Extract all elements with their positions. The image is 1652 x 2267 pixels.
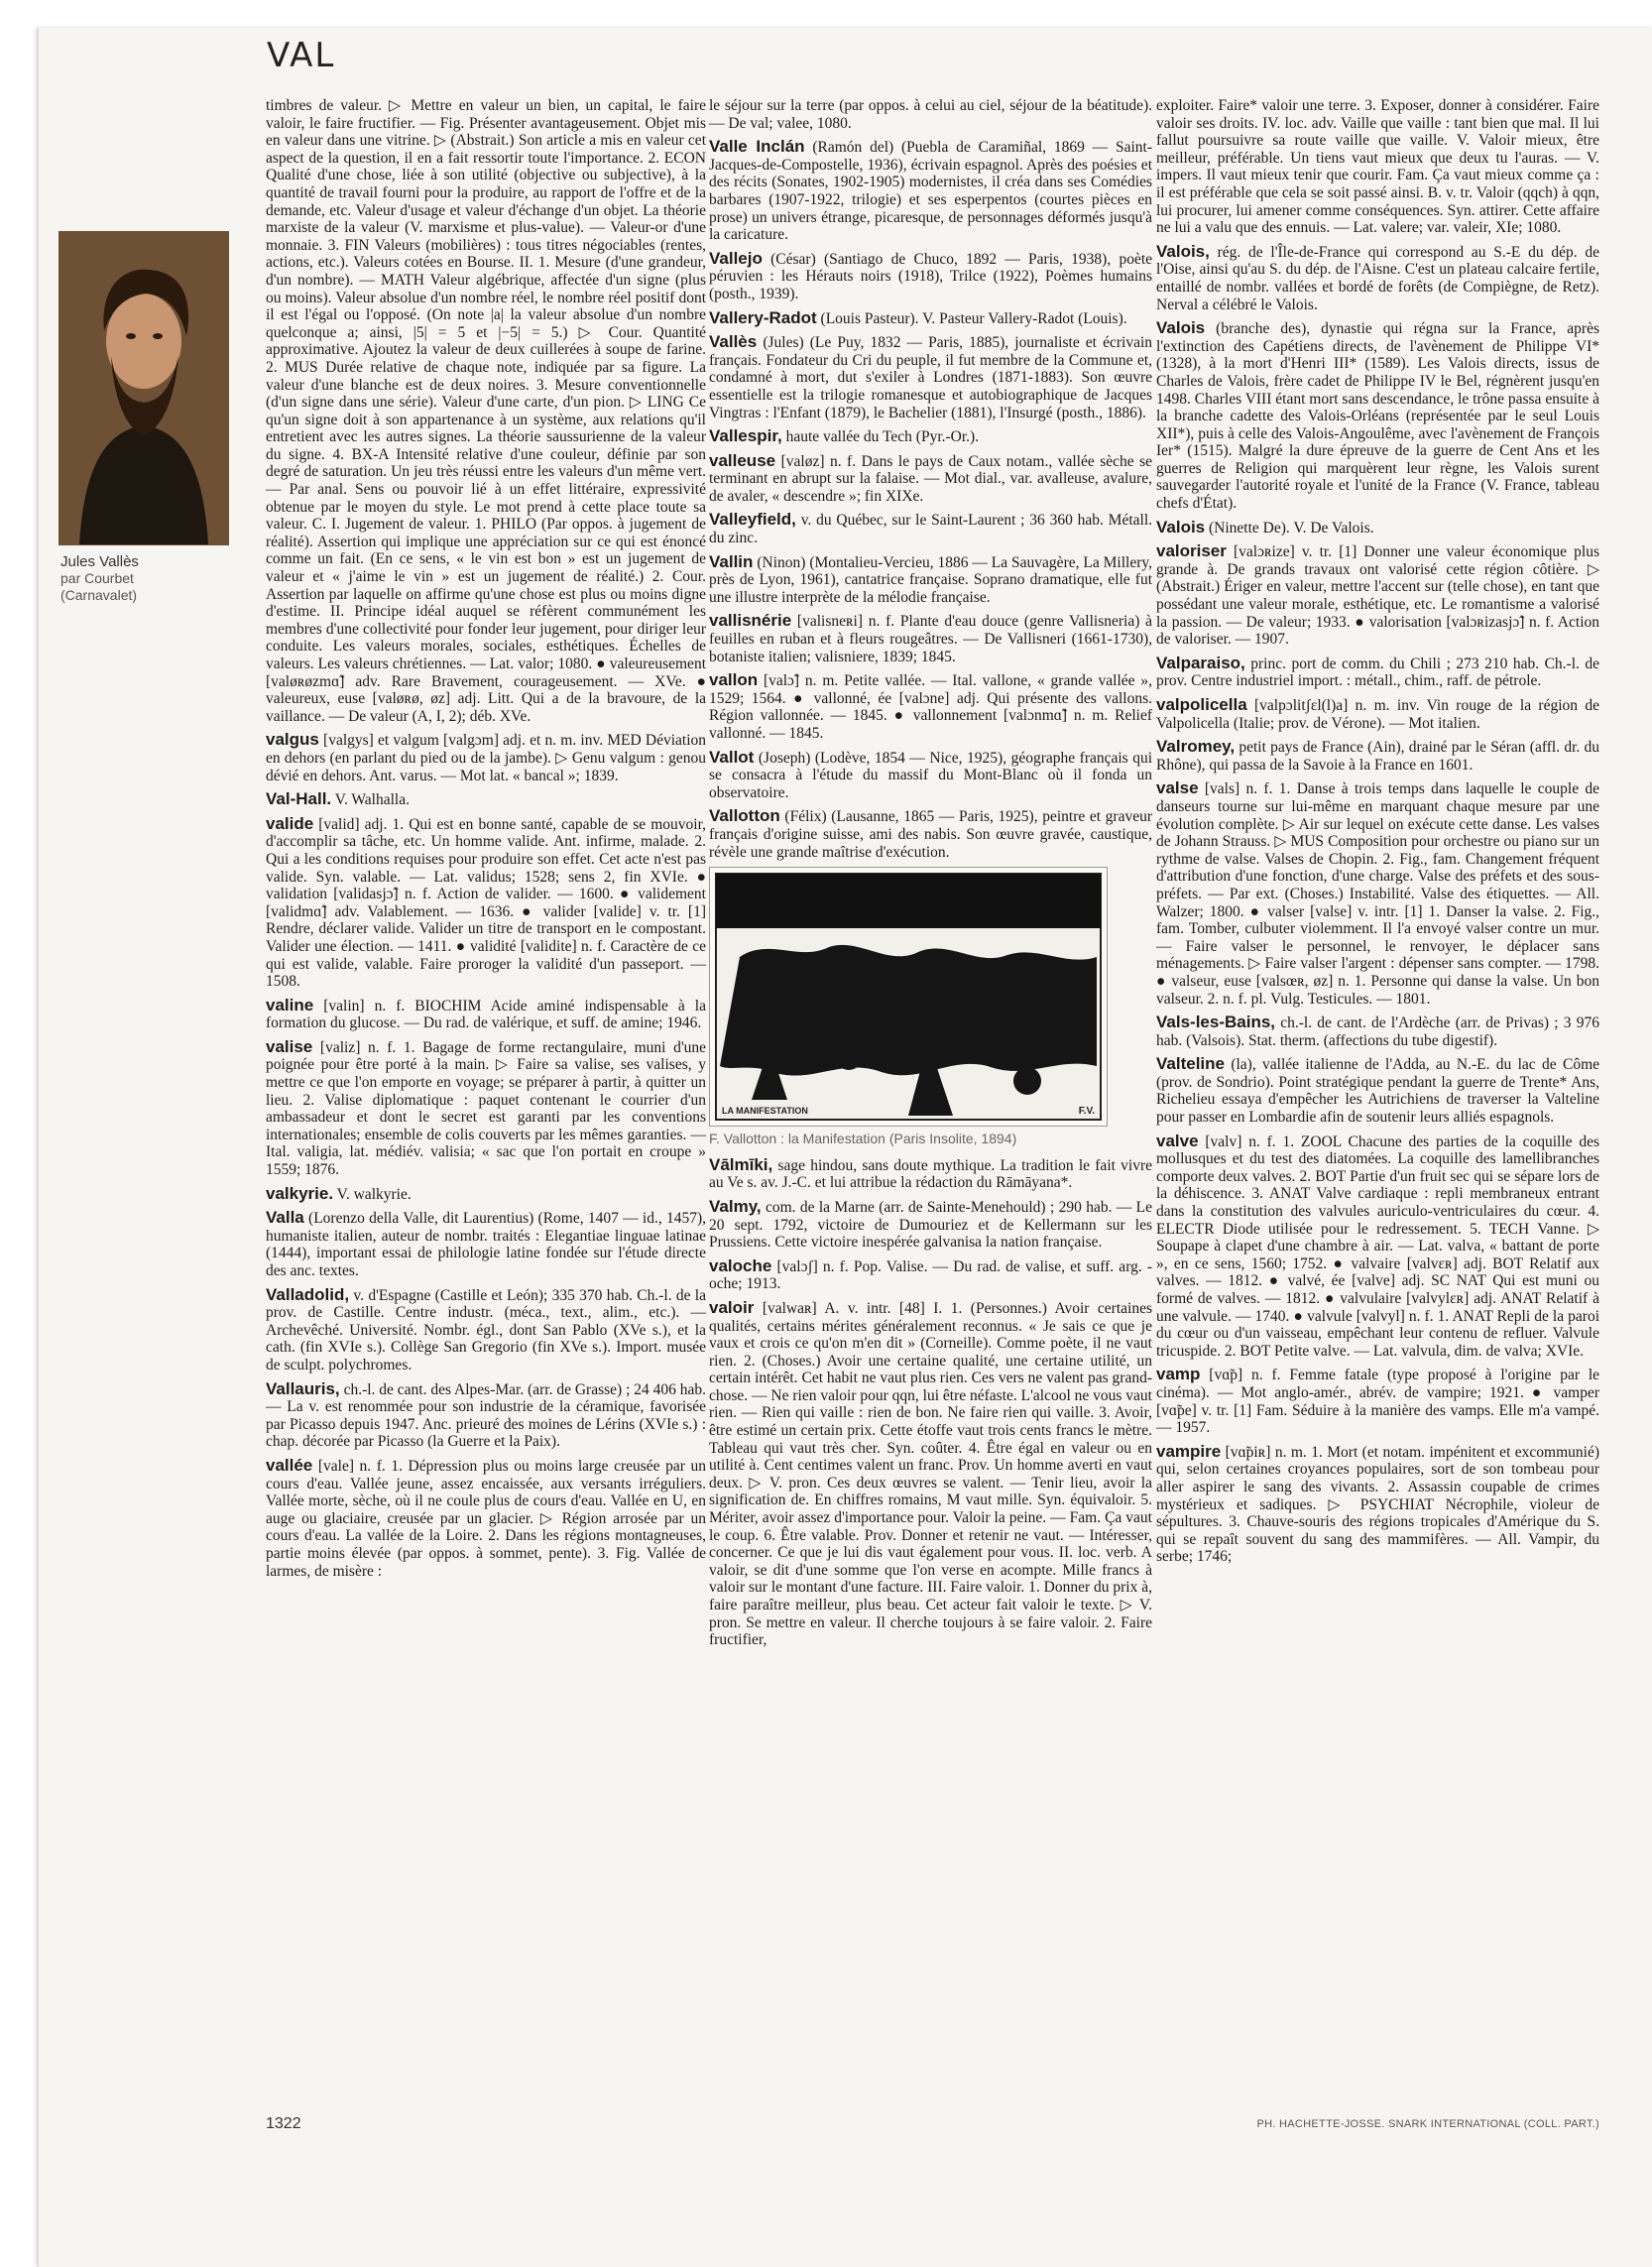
portrait-name: Jules Vallès — [60, 553, 139, 570]
entry-headword: Valleyfield, — [709, 510, 796, 530]
entry-text: [valisneʀi] n. f. Plante d'eau douce (genre Vallisneria) à feuilles en ruban et à fleurs rougeâtres. — De Vallisneri (1661-1730), botaniste italien; valisniere, 1839; 1845. — [709, 613, 1153, 665]
entry-text: (Félix) (Lausanne, 1865 — Paris, 1925), peintre et graveur français d'origine suisse, ami des nabis. Son œuvre gravée, caustique, révèle une grande maîtrise d'exécution. — [709, 808, 1153, 861]
entry-text: [valɔʀize] v. tr. [1] Donner une valeur économique plus grande à. De grands travaux ont valorisé cette région côtière. ▷ (Abstrait.) Ériger en valeur, mettre l'accent sur (telle chose), en tant que possédant une valeur morale, esthétique, etc. Le romantisme a valorisé la passion. — De valeur; 1933. ● valorisation [valɔʀizasjɔ̃] n. f. Action de valoriser. — 1907. — [1156, 543, 1599, 649]
entry-text: ch.-l. de cant. de l'Ardèche (arr. de Privas) ; 3 976 hab. (Valsois). Stat. therm. (affections du tube digestif). — [1156, 1014, 1600, 1049]
dictionary-entry — [709, 427, 1152, 446]
entry-headword: Valmy, — [709, 1196, 762, 1216]
entry-text: v. d'Espagne (Castille et León); 335 370 hab. Ch.-l. de la prov. de Castille. Centre industr. (méca., text., alim., etc.). — Archevêché. Université. Nombr. égl., dont San Pablo (XVe s.), et la cath. (fin XVIe s.). Collège San Gregorio (fin XVe s.). Import. musée de sculpt. polychromes. — [266, 1286, 706, 1373]
entry-text: [valin] n. f. BIOCHIM Acide aminé indispensable à la formation du glucose. — Du rad. de valérique, et suff. de amine; 1946. — [266, 997, 706, 1032]
dictionary-entry — [266, 815, 706, 991]
portrait-line2: (Carnavalet) — [60, 587, 138, 603]
entry-text: sage hindou, sans doute mythique. La tradition le fait vivre au Ve s. av. J.-C. et lui attribue la rédaction du Rāmāyana*. — [709, 1156, 1152, 1192]
dictionary-entry — [709, 1257, 1152, 1293]
entry-text: [valɔ̃] n. m. Petite vallée. — Ital. vallone, « grande vallée », 1529; 1564. ● vallonné, ée [valɔne] adj. Qui présente des vallons. Région vallonnée. — 1845. ● vallonnement [valɔnmɑ̃] n. m. Relief vallonné. — 1845. — [709, 672, 1152, 742]
dictionary-entry — [709, 333, 1152, 421]
dictionary-entry — [709, 612, 1152, 665]
entry-headword: Vallauris, — [266, 1378, 340, 1398]
entry-headword: Valromey, — [1156, 737, 1236, 757]
entry-text: rég. de l'Île-de-France qui correspond au S.-E du dép. de l'Oise, ainsi qu'au S. du dép. de l'Aisne. C'est un plateau calcaire fertile, entaillé de nombr. vallées et bordé de forêts (de Compiègne, de Retz). Nerval a célébré le Valois. — [1156, 243, 1599, 313]
column-2 — [709, 97, 1152, 1655]
dictionary-entry — [709, 511, 1152, 546]
entry-text: (Jules) (Le Puy, 1832 — Paris, 1885), journaliste et écrivain français. Fondateur du Cri du peuple, il fut membre de la Commune et, condamné à mort, dut s'exiler à Londres (1871-1883). Son œuvre essentielle est la trilogie romanesque et autobiographique de Jacques Vingtras : l'Enfant (1879), le Bachelier (1881), l'Insurgé (posth., 1886). — [709, 334, 1153, 421]
dictionary-entry — [1156, 779, 1599, 1008]
dictionary-entry — [266, 731, 706, 784]
entry-headword: valoche — [709, 1255, 772, 1275]
dictionary-entry — [709, 1156, 1152, 1192]
entry-headword: Val-Hall. — [266, 789, 332, 809]
dictionary-entry — [709, 1198, 1152, 1252]
dictionary-entry — [1156, 696, 1599, 732]
entry-headword: Vallespir, — [709, 426, 782, 446]
dictionary-entry — [1156, 319, 1599, 513]
entry-headword: valise — [266, 1036, 313, 1056]
page-number: 1322 — [266, 2115, 301, 2132]
portrait-caption — [60, 553, 209, 604]
entry-headword: valpolicella — [1156, 695, 1247, 714]
dictionary-entry — [1156, 738, 1599, 774]
entry-headword: Vallotton — [709, 806, 780, 826]
entry-text: [valɔʃ] n. f. Pop. Valise. — Du rad. de valise, et suff. arg. -oche; 1913. — [709, 1257, 1153, 1293]
entry-headword: Valteline — [1156, 1054, 1225, 1074]
entry-text: timbres de valeur. ▷ Mettre en valeur un bien, un capital, le faire valoir, le faire fructifier. — Fig. Présenter avantageusement. Objet mis en valeur dans une vitrine. ▷ (Abstrait.) Son article a mis en valeur cet aspect de la question, il en a fait ressortir toute l'importance. 2. ECON Qualité d'une chose, liée à son utilité (objective ou subjective), à la quantité de travail fourni pour la produire, au rapport de l'offre et de la demande, etc. Valeur d'usage et valeur d'échange d'un objet. La théorie marxiste de la valeur (V. marxisme et plus-value). — Valeur-or d'une monnaie. 3. FIN Valeurs (mobilières) : tous titres négociables (rentes, actions, etc.). Valeurs cotées en Bourse. II. 1. Mesure (d'une grandeur, d'un nombre). — MATH Valeur algébrique, affectée d'un signe (plus ou moins). Valeur absolue d'un nombre réel, le nombre réel positif dont il est l'égal ou l'opposé. (On note |a| la valeur absolue d'un nombre quelconque a; ainsi, |5| = 5 et |−5| = 5.) ▷ Cour. Quantité approximative. Ajoutez la valeur de deux cuillerées à soupe de farine. 2. MUS Durée relative de chaque note, indiquée par sa figure. La valeur d'une blanche est de deux noires. 3. Mesure conventionnelle (d'un signe dans une série). Valeur d'une carte, d'un pion. ▷ LING Ce qu'un signe doit à son appartenance à un système, aux relations qu'il entretient avec les autres signes. La théorie saussurienne de la valeur du signe. 4. BX-A Intensité relative d'une couleur, définie par son degré de saturation. Un jeu très réussi entre les valeurs d'un même vert. — Par anal. Sens ou pouvoir lié à un effet littéraire, expressivité obtenue par le moyen du style. Le mot prend à cette place toute sa valeur. C. I. Jugement de valeur. 1. PHILO (Par oppos. à jugement de réalité). Assertion qui implique une appréciation sur ce qui est énoncé comme un fait. (En ce sens, « le vin est bon » est un jugement de valeur et « j'aime le vin » est un jugement de réalité.) 2. Cour. Assertion par laquelle on affirme qu'une chose est plus ou moins digne d'estime. II. Principe idéal auquel se réfèrent communément les membres d'une collectivité pour fonder leur jugement, pour diriger leur conduite. Les valeurs morales, sociales, esthétiques. Échelles de valeurs. Les valeurs chrétiennes. — Lat. valor; 1080. ● valeureusement [valøʀøzmɑ̃] adv. Rare Bravement, courageusement. — XVe. ● valeureux, euse [valøʀø, øz] adj. Litt. Qui a de la bravoure, de la vaillance. — De valeur (A, I, 2); déb. XVe. — [266, 97, 706, 725]
entry-headword: Valois, — [1156, 241, 1210, 261]
entry-headword: Vals-les-Bains, — [1156, 1013, 1276, 1032]
dictionary-entry — [709, 97, 1152, 132]
entry-headword: Vallot — [709, 747, 755, 767]
dictionary-entry — [1156, 519, 1599, 537]
entry-text: [valpɔlitʃɛl(l)a] n. m. inv. Vin rouge de la région de Valpolicella (Italie; prov. de Vérone). — Mot italien. — [1156, 697, 1599, 732]
dictionary-entry — [709, 309, 1152, 328]
entry-text: (Ninon) (Montalieu-Vercieu, 1886 — La Sauvagère, La Millery, près de Lyon, 1961), cantatrice française. Soprano dramatique, elle fut une illustre interprète de la mélodie française. — [709, 553, 1153, 606]
entry-text: [vale] n. f. 1. Dépression plus ou moins large creusée par un cours d'eau. Vallée jeune, assez encaissée, aux versants irréguliers. Vallée morte, sèche, où il ne coule plus de cours d'eau. Vallée en U, en auge ou glaciaire, creusée par un glacier. ▷ Région arrosée par un cours d'eau. La vallée de la Loire. 2. Dans les régions montagneuses, partie moins élevée (par oppos. à sommet, pente). 3. Fig. Vallée de larmes, de misère : — [266, 1457, 706, 1580]
entry-headword: Vallès — [709, 332, 758, 352]
plate-monogram: F.V. — [1078, 1106, 1095, 1118]
entry-headword: valoriser — [1156, 541, 1227, 561]
dictionary-entry — [709, 1299, 1152, 1649]
dictionary-entry — [1156, 542, 1599, 649]
entry-text: haute vallée du Tech (Pyr.-Or.). — [785, 428, 980, 446]
dictionary-entry — [709, 250, 1152, 303]
entry-text: (Ramón del) (Puebla de Caramiñal, 1869 — Saint-Jacques-de-Compostelle, 1936), écrivain espagnol. Après des poésies et des récits (Sonates, 1902-1905) modernistes, il créa dans ses Comédies barbares (1907-1922, trilogie) et ses esperpentos (courtes pièces en prose) un univers étrange, picaresque, de personnages déformés jusqu'à la caricature. — [709, 139, 1153, 244]
entry-text: (César) (Santiago de Chuco, 1892 — Paris, 1938), poète péruvien : les Hérauts noirs (1918), Trilce (1922), Poèmes humains (posth., 1939). — [709, 250, 1153, 302]
entry-headword: Valois — [1156, 318, 1206, 338]
entry-text: [valv] n. f. 1. ZOOL Chacune des parties de la coquille des mollusques et du test des diatomées. La coquille des lamellibranches comporte deux valves. 2. BOT Partie d'un fruit sec qui se sépare lors de la déhiscence. 3. ANAT Valve cardiaque : repli membraneux entrant dans la constitution des valvules auriculo-ventriculaires du cœur. 4. ELECTR Diode utilisée pour le redressement. 5. TECH Vanne. ▷ Soupape à clapet d'une chambre à air. — Lat. valva, « battant de porte », en ce sens, 1560; 1752. ● valvaire [valvɛʀ] adj. BOT Relatif aux valves. — 1812. ● valvé, ée [valve] adj. SC NAT Qui est muni ou formé de valves. — 1812. ● valvulaire [valvylɛʀ] adj. ANAT Relatif à une valvule. — 1740. ● valvule [valvyl] n. f. 1. ANAT Repli de la paroi du cœur ou d'un vaisseau, empêchant leur contenu de refluer. Valvule tricuspide. 2. BOT Petite valve. — Lat. valvula, dim. de valva; XVIe. — [1156, 1133, 1600, 1360]
plate-label: LA MANIFESTATION — [722, 1106, 808, 1117]
entry-headword: valse — [1156, 778, 1199, 798]
entry-headword: valine — [266, 995, 314, 1014]
dictionary-entry — [266, 97, 706, 725]
entry-text: [valwaʀ] A. v. intr. [48] I. 1. (Personnes.) Avoir certaines qualités, certains mérites généralement reconnus. « Je sais ce que je vaux et crois ce qu'on m'en dit » (Corneille). Comme poète, il ne vaut rien. 2. (Choses.) Avoir une certaine qualité, une certaine utilité, un certain intérêt. Cet habit ne vaut plus rien. Ces vers ne valent pas grand-chose. — Ne rien valoir pour qqn, lui être néfaste. L'alcool ne vous vaut rien. — Rien qui vaille : rien de bon. Ne faire rien qui vaille. 3. Avoir, être estimé un certain prix. Cette étoffe vaut trois cents francs le mètre. Tableau qui vaut très cher. Syn. coûter. 4. Être égal en valeur ou en utilité à. Cent centimes valent un franc. Prov. Un homme averti en vaut deux. ▷ V. pron. Ces deux œuvres se valent. — Tenir lieu, avoir la signification de. En chiffres romains, M vaut mille. Syn. équivaloir. 5. Mériter, avoir assez d'importance pour. Valoir la peine. — Fam. Ça vaut le coup. 6. Être valable. Prov. Donner et retenir ne vaut. — Intéresser, concerner. Ce que je lui dis vaut également pour vous. II. loc. verb. A valoir, se dit d'une somme que l'on verse en acompte. Mille francs à valoir sur le montant d'une facture. III. Faire valoir. 1. Donner du prix à, faire paraître meilleur, plus beau. Cet acteur fait valoir le texte. ▷ V. pron. Se mettre en valeur. Il cherche toujours à se faire valoir. 2. Faire fructifier, — [709, 1299, 1153, 1649]
entry-text: (Ninette De). V. De Valois. — [1209, 519, 1374, 537]
dictionary-entry — [266, 1209, 706, 1279]
entry-headword: vamp — [1156, 1365, 1201, 1384]
portrait-line1: par Courbet — [60, 570, 134, 586]
dictionary-entry — [709, 807, 1152, 861]
entry-text: [vɑ̃piʀ] n. m. 1. Mort (et notam. impénitent et excommunié) qui, selon certaines croyances populaires, sort de son tombeau pour aller aspirer le sang des vivants. 2. Assassin coupable de crimes mystérieux et sadiques. ▷ PSYCHIAT Nécrophile, violeur de sépultures. 3. Chauve-souris des régions tropicales d'Amérique du S. qui se repaît souvent du sang des mammifères. — All. Vampir, du serbe; 1746; — [1156, 1443, 1600, 1566]
entry-headword: Valla — [266, 1208, 304, 1228]
entry-headword: vampire — [1156, 1441, 1222, 1461]
dictionary-entry — [266, 1038, 706, 1179]
dictionary-page — [38, 28, 1652, 2267]
dictionary-entry — [709, 138, 1152, 244]
entry-headword: Vallejo — [709, 248, 763, 268]
dictionary-entry — [266, 997, 706, 1032]
column-1 — [266, 97, 706, 1586]
dictionary-entry — [266, 1185, 706, 1204]
entry-text: [vals] n. f. 1. Danse à trois temps dans laquelle le couple de danseurs tourne sur lui-même en marquant chaque mesure par une évolution complète. ▷ Air sur lequel on exécute cette danse. Les valses de Johann Strauss. ▷ MUS Composition pour orchestre ou piano sur un rythme de valse. Valses de Chopin. 2. Fig., fam. Changement fréquent d'attribution d'une fonction, d'une charge. Valse des préfets et des sous-préfets. — Par ext. (Choses.) Instabilité. Valse des étiquettes. — All. Walzer; 1800. ● valser [valse] v. intr. [1] 1. Danser la valse. 2. Fig., fam. Tomber, culbuter violemment. Il l'a envoyé valser contre un mur. — Faire valser le personnel, le renvoyer, le déplacer sans ménagements. ▷ Faire valser l'argent : dépenser sans compter. — 1798. ● valseur, euse [valsœʀ, øz] n. 1. Personne qui danse la valse. Un bon valseur. 2. n. f. pl. Vulg. Testicules. — 1801. — [1156, 780, 1600, 1008]
dictionary-entry — [1156, 1443, 1599, 1566]
dictionary-entry — [1156, 243, 1599, 313]
entry-text: com. de la Marne (arr. de Sainte-Menehould) ; 290 hab. — Le 20 sept. 1792, victoire de Dumouriez et de Kellermann sur les Prussiens. Cette victoire inespérée galvanisa la nation française. — [709, 1198, 1153, 1252]
photo-credit: PH. HACHETTE-JOSSE. SNARK INTERNATIONAL (COLL. PART.) — [1256, 2118, 1599, 2130]
column-3 — [1156, 97, 1599, 1572]
entry-text: (Joseph) (Lodève, 1854 — Nice, 1925), géographe français qui se consacra à l'étude du massif du Mont-Blanc où il fonda un observatoire. — [709, 749, 1153, 801]
dictionary-entry — [709, 749, 1152, 802]
portrait-drawing — [59, 232, 228, 544]
entry-headword: Valle Inclán — [709, 137, 805, 157]
entry-text: [valøz] n. f. Dans le pays de Caux notam., vallée sèche se terminant en abrupt sur la falaise. — Mot dial., var. avalleuse, avalure, de avaler, « descendre »; fin XIXe. — [709, 452, 1152, 505]
entry-text: V. walkyrie. — [336, 1185, 412, 1203]
entry-text: v. du Québec, sur le Saint-Laurent ; 36 360 hab. Métall. du zinc. — [709, 512, 1153, 547]
entry-headword: valve — [1156, 1131, 1199, 1150]
dictionary-entry — [1156, 655, 1599, 690]
entry-headword: Valparaiso, — [1156, 653, 1245, 672]
dictionary-entry — [1156, 97, 1599, 237]
dictionary-entry — [266, 790, 706, 809]
portrait-image — [59, 231, 229, 545]
entry-headword: Vallin — [709, 551, 754, 571]
entry-text: (Lorenzo della Valle, dit Laurentius) (Rome, 1407 — id., 1457), humaniste italien, auteur de nombr. traités : Elegantiae linguae latinae (1444), important essai de philologie latine fondée sur l'étude directe des anc. textes. — [266, 1210, 706, 1279]
entry-headword: valide — [266, 813, 314, 833]
page-header: VAL — [267, 36, 336, 75]
dictionary-entry — [709, 452, 1152, 506]
dictionary-entry — [266, 1457, 706, 1580]
entry-headword: vallon — [709, 670, 759, 690]
dictionary-entry — [266, 1286, 706, 1374]
entry-text: [vɑ̃p] n. f. Femme fatale (type proposé à l'origine par le cinéma). — Mot anglo-amér., abrév. de vampire; 1921. ● vamper [vɑ̃pe] v. tr. [1] Fam. Séduire à la manière des vamps. Elle m'a vampé. — 1957. — [1156, 1367, 1600, 1437]
entry-headword: vallisnérie — [709, 611, 792, 631]
entry-text: [valiz] n. f. 1. Bagage de forme rectangulaire, muni d'une poignée pour être porté à la main. ▷ Faire sa valise, ses valises, y mettre ce que l'on emporte en voyage; se préparer à partir, à quitter un lieu. 2. Valise diplomatique : paquet contenant le courrier d'un ambassadeur et dont le secret est garanti par les conventions internationales; ensemble de colis couverts par les mêmes garanties. — Ital. valigia, lat. médiév. valisia; « sac que l'on portait en croupe » 1559; 1876. — [266, 1038, 707, 1179]
entry-text: exploiter. Faire* valoir une terre. 3. Exposer, donner à considérer. Faire valoir ses droits. IV. loc. adv. Vaille que vaille : tant bien que mal. Il lui fallut poursuivre sa route vaille que vaille. V. Valoir mieux, être meilleur, préférable. Un tiens vaut mieux que deux tu l'auras. — V. impers. Il vaut mieux tenir que courir. Fam. Ça vaut mieux comme ça : il est préférable que cela se soit passé ainsi. B. v. tr. Valoir (qqch) à qqn, lui procurer, lui amener comme conséquences. Syn. attirer. Cette affaire ne lui a valu que des ennuis. — Lat. valere; var. valeir, XIe; 1080. — [1156, 97, 1599, 237]
entry-headword: vallée — [266, 1455, 313, 1475]
entry-text: le séjour sur la terre (par oppos. à celui au ciel, séjour de la béatitude). — De val; valee, 1080. — [709, 97, 1152, 132]
entry-text: (la), vallée italienne de l'Adda, au N.-E. du lac de Côme (prov. de Sondrio). Point stratégique pendant la guerre de Trente* Ans, Richelieu essaya d'empêcher les Autrichiens de traverser la Valteline pour passer en Lombardie afin de soutenir leurs alliés espagnols. — [1156, 1056, 1600, 1127]
entry-text: ch.-l. de cant. des Alpes-Mar. (arr. de Grasse) ; 24 406 hab. — La v. est renommée pour son industrie de la céramique, favorisée par Picasso depuis 1947. Anc. prieuré des moines de Lérins (XVIe s.) : chap. décorée par Picasso (la Guerre et la Paix). — [266, 1380, 707, 1451]
entry-text: [valid] adj. 1. Qui est en bonne santé, capable de se mouvoir, d'accomplir sa tâche, etc. Un homme valide. Ant. infirme, malade. 2. Qui a les conditions requises pour produire son effet. Cet acte n'est pas valide. Syn. valable. — Lat. validus; 1528; sens 2, fin XVIe. ● validation [validasjɔ̃] n. f. Action de valider. — 1600. ● validement [validmɑ̃] adv. Valablement. — 1636. ● valider [valide] v. tr. [1] Rendre, déclarer valide. Valider un titre de transport en le compostant. Valider une élection. — 1411. ● validité [validite] n. f. Caractère de ce qui est valide, valable. Faire proroger la validité d'un passeport. — 1508. — [266, 815, 706, 991]
woodcut-drawing — [710, 868, 1107, 1126]
dictionary-entry — [1156, 1133, 1599, 1361]
entry-headword: valleuse — [709, 450, 776, 470]
entry-headword: Vālmīki, — [709, 1154, 773, 1174]
entry-text: petit pays de France (Ain), drainé par le Séran (affl. dr. du Rhône), qui passa de la Savoie à la France en 1601. — [1156, 739, 1600, 774]
dictionary-entry — [709, 671, 1152, 742]
entry-headword: Valladolid, — [266, 1284, 350, 1304]
entry-headword: valkyrie. — [266, 1183, 334, 1203]
dictionary-entry — [266, 1380, 706, 1451]
entry-headword: Valois — [1156, 517, 1206, 537]
entry-text: V. Walhalla. — [334, 791, 410, 809]
entry-text: princ. port de comm. du Chili ; 273 210 hab. Ch.-l. de prov. Centre industriel import. : métall., chim., raff. de pétrole. — [1156, 655, 1599, 690]
vallotton-woodcut — [709, 867, 1108, 1127]
entry-text: [valgys] et valgum [valgɔm] adj. et n. m. inv. MED Déviation en dehors (en parlant du pied ou de la jambe). ▷ Genu valgum : genou dévié en dehors. Ant. varus. — Mot lat. « bancal »; 1839. — [266, 732, 707, 784]
dictionary-entry — [1156, 1366, 1599, 1436]
dictionary-entry — [1156, 1055, 1599, 1126]
dictionary-entry — [709, 553, 1152, 607]
entry-headword: valgus — [266, 730, 319, 750]
entry-headword: valoir — [709, 1297, 755, 1317]
figure-caption: F. Vallotton : la Manifestation (Paris Insolite, 1894) — [709, 1131, 1017, 1147]
dictionary-entry — [1156, 1014, 1599, 1049]
entry-headword: Vallery-Radot — [709, 307, 817, 327]
entry-text: (Louis Pasteur). V. Pasteur Vallery-Radot (Louis). — [820, 309, 1127, 327]
entry-text: (branche des), dynastie qui régna sur la France, après l'extinction des Capétiens directs, de l'avènement de Philippe VI* (1328), à la mort d'Henri III* (1589). Les Valois directs, issus de Charles de Valois, frère cadet de Philippe IV le Bel, régnèrent jusqu'en 1498. Charles VIII étant mort sans descendance, le trône passa ensuite à la branche cadette des Valois-Orléans (représentée par le seul Louis XII*), puis à celle des Valois-Angoulême, avec l'avènement de François Ier* (1515). Malgré la dure épreuve de la guerre de Cent Ans et les guerres de Religion qui marquèrent leur règne, les Valois surent sauvegarder l'autorité royale et l'unité de la France (V. France, tableau chefs d'État). — [1156, 320, 1600, 513]
